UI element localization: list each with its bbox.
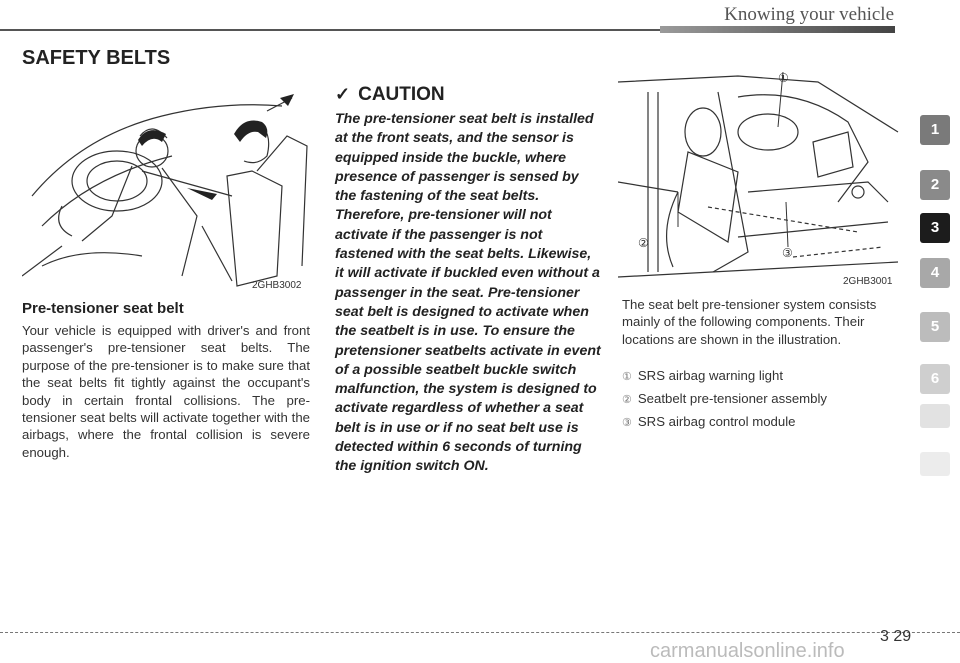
- driver-passenger-illustration: [22, 76, 312, 291]
- chapter-tab-5[interactable]: 5: [920, 312, 950, 342]
- watermark: carmanualsonline.info: [650, 640, 845, 662]
- legend-label: SRS airbag warning light: [637, 368, 784, 383]
- subheading: Pre-tensioner seat belt: [22, 300, 184, 317]
- callout-3: ③: [782, 246, 793, 260]
- legend-number: ②: [622, 394, 632, 406]
- chapter-tab-1[interactable]: 1: [920, 115, 950, 145]
- driver-passenger-drawing: [22, 76, 312, 291]
- chapter-tab-blank: [920, 452, 950, 476]
- callout-2: ②: [638, 236, 649, 250]
- chapter-tab-3[interactable]: 3: [920, 213, 950, 243]
- legend-number: ③: [622, 417, 632, 429]
- legend-label: Seatbelt pre-tensioner assembly: [637, 391, 827, 406]
- chapter-tab-blank: [920, 404, 950, 428]
- chapter-tab-2[interactable]: 2: [920, 170, 950, 200]
- chapter-tab-4[interactable]: 4: [920, 258, 950, 288]
- legend-item: [622, 414, 898, 429]
- running-header: Knowing your vehicle: [724, 4, 894, 25]
- right-paragraph: The seat belt pre-tensioner system consists mainly of the following components. Their locations are shown in the illustration.: [622, 297, 877, 347]
- section-title: SAFETY BELTS: [22, 47, 171, 69]
- legend-number: ①: [622, 371, 632, 383]
- header-gradient-bar: [660, 26, 895, 33]
- legend-item: [622, 391, 898, 406]
- figure-code: 2GHB3002: [252, 280, 302, 291]
- figure-code: 2GHB3001: [843, 276, 893, 287]
- caution-mark-icon: ✓: [335, 84, 351, 104]
- callout-1: ①: [778, 72, 789, 85]
- footer-rule: [0, 632, 960, 633]
- chapter-tab-6[interactable]: 6: [920, 364, 950, 394]
- legend-label: SRS airbag control module: [637, 414, 796, 429]
- left-paragraph: Your vehicle is equipped with driver's and front passenger's pre-tensioner seat belts. The purpose of the pre-tensioner is to make sure that the seat belts fit tightly against the occupant's body in certain frontal collisions. The pre-tensioner seat belts will activate together with the airbags, where the frontal collision is severe enough.: [22, 323, 310, 460]
- legend-item: [622, 368, 898, 383]
- caution-heading: [335, 84, 445, 106]
- page-number: 3 29: [880, 628, 912, 645]
- caution-heading-text: CAUTION: [358, 84, 445, 105]
- pretensioner-system-illustration: [618, 72, 903, 290]
- pretensioner-drawing: [618, 72, 903, 290]
- caution-text: The pre-tensioner seat belt is installed at the front seats, and the sensor is equipped inside the buckle, where presence of passenger is sensed by the fastening of the seat belts. Therefore, pre-tensioner will not activate if the passenger is not fastened with the seat belts. Likewise, it will activate if buckled even without a passenger in the seat. Pre-tensioner seat belt is designed to activate when the seatbelt is in use. To ensure the pretensioner seatbelts activate in event of a possible seatbelt buckle switch malfunction, the system is designed to activate regardless of whether a seat belt is in use or if no seat belt use is detected within 6 seconds of turning the ignition switch ON.: [335, 111, 601, 475]
